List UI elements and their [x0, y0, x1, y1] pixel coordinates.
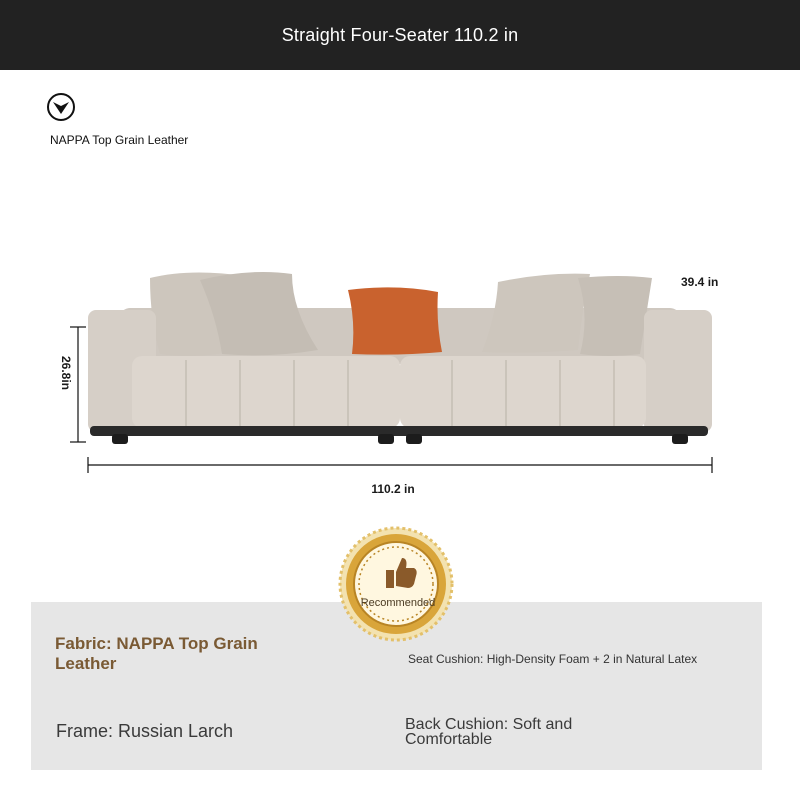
width-dimension-line: [88, 457, 712, 473]
sofa-illustration: [0, 250, 800, 510]
seat-cushion-spec: Seat Cushion: High-Density Foam + 2 in Natural Latex: [408, 652, 698, 666]
frame-spec: Frame: Russian Larch: [56, 721, 234, 741]
fabric-spec: Fabric: NAPPA Top Grain Leather: [55, 634, 258, 673]
height-dimension-label: 26.8in: [59, 355, 73, 391]
shield-chevron-icon: [46, 92, 76, 122]
page-header: [0, 0, 800, 70]
page-title: Straight Four-Seater 110.2 in: [281, 24, 519, 45]
width-dimension-label: 110.2 in: [371, 482, 415, 496]
badge-label: Recommended: [360, 597, 436, 609]
recommended-badge: [338, 526, 454, 642]
back-cushion-spec: Back Cushion: Soft and Comfortable: [405, 716, 573, 748]
material-label: NAPPA Top Grain Leather: [50, 133, 189, 147]
depth-dimension-label: 39.4 in: [681, 275, 719, 289]
